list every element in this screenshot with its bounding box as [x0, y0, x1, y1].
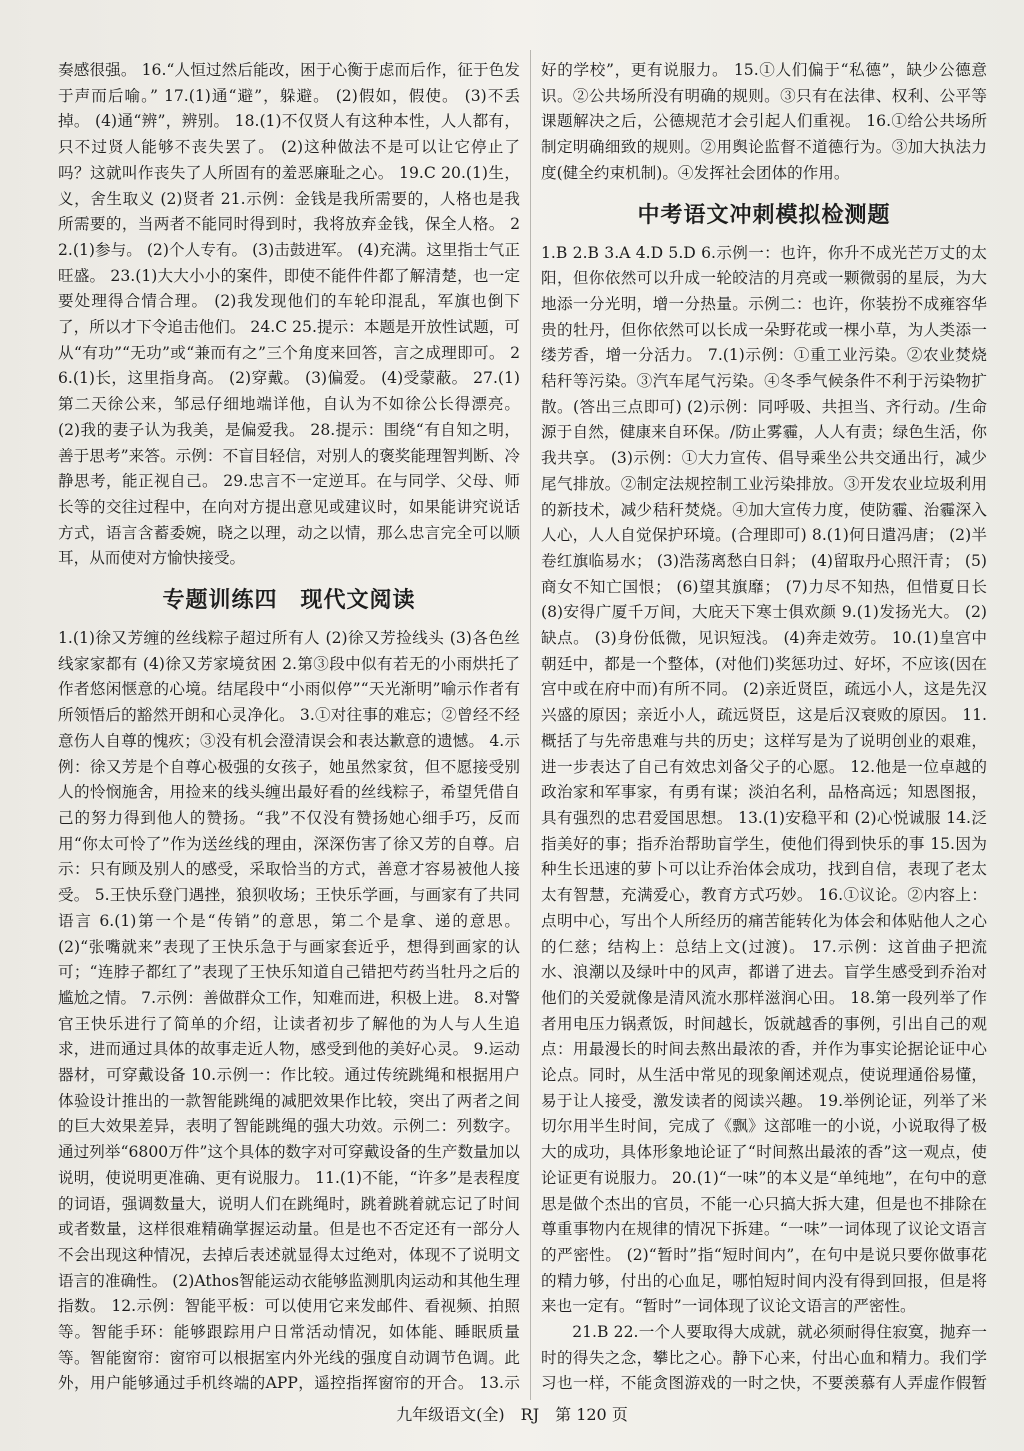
right-answers-part-1: 好的学校”，更有说服力。 15.①人们偏于“私德”，缺少公德意识。②公共场所没有明确的规则。③只有在法律、权利、公平等课题解决之后，公德规范才会引起人们重视。 16.①给公共场所制定明确细致的规则。②用舆论监督不道德行为。③加大执法力度(健全约束机制)。④发挥社会团体的作用。	[541, 61, 987, 182]
left-answers-part-2: 1.(1)徐又芳缠的丝线粽子超过所有人 (2)徐又芳捡线头 (3)各色丝线家家都有 (4)徐又芳家境贫困 2.第③段中似有若无的小雨烘托了作者悠闲惬意的心境。结尾段中“小雨似停”“天光渐明”喻示作者有所领悟后的豁然开朗和心灵净化。 3.①对往事的难忘；②曾经不经意伤人自尊的愧疚；③没有机会澄清误会和表达歉意的遗憾。 4.示例：徐又芳是个自尊心极强的女孩子，她虽然家贫，但不愿接受别人的怜悯施舍，用捡来的线头缠出最好看的丝线粽子，希望凭借自己的努力得到他人的赞扬。“我”不仅没有赞扬她心细手巧，反而用“你太可怜了”作为送丝线的理由，深深伤害了徐又芳的自尊。启示：只有顾及别人的感受，采取恰当的方式，善意才容易被他人接受。 5.王快乐登门遇挫，狼狈收场；王快乐学画，与画家有了共同语言 6.(1)第一个是“传销”的意思，第二个是拿、递的意思。 (2)“张嘴就来”表现了王快乐急于与画家套近乎，想得到画家的认可；“连脖子都红了”表现了王快乐知道自己错把芍药当牡丹之后的尴尬之情。 7.示例：善做群众工作，知难而进，积极上进。 8.对警官王快乐进行了简单的介绍，让读者初步了解他的为人与人生追求，进而通过具体的故事走近人物，感受到他的美好心灵。 9.运动器材，可穿戴设备 10.示例一：作比较。通过传统跳绳和根据用户体验设计推出的一款智能跳绳的减肥效果作比较，突出了两者之间的巨大效果差异，表明了智能跳绳的强大功效。示例二：列数字。通过列举“6800万件”这个具体的数字对可穿戴设备的生产数量加以说明，使说明更准确、更有说服力。 11.(1)不能，“许多”是表程度的词语，强调数量大，说明人们在跳绳时，跳着跳着就忘记了时间或者数量，这样很难精确掌握运动量。但是也不否定还有一部分人不会出现这种情况，去掉后表述就显得太过绝对，体现不了说明文语言的准确性。 (2)Athos智能运动衣能够监测肌肉运动和其他生理指数。 12.示例：智能平板：可以使用它来发邮件、看视频、拍照等。智能手环：能够跟踪用户日常活动情况，如体能、睡眠质量等。智能窗帘：窗帘可以根据室内外光线的强度自动调节色调。此外，用户能够通过手机终端的APP，遥控指挥窗帘的开合。 13.示	[58, 629, 520, 1393]
page-footer: 九年级语文(全) RJ 第 120 页	[396, 1405, 628, 1424]
left-answers-part-1: 奏感很强。 16.“人恒过然后能改，困于心衡于虑而后作，征于色发于声而后喻。” 17.(1)通“避”，躲避。 (2)假如，假使。 (3)不丢掉。 (4)通“辨”，辨别。 18.(1)不仅贤人有这种本性，人人都有，只不过贤人能够不丧失罢了。 (2)这种做法不是可以让它停止了吗？这就叫作丧失了人所固有的羞恶廉耻之心。 19.C 20.(1)生，义，舍生取义 (2)贤者 21.示例：金钱是我所需要的，人格也是我所需要的，当两者不能同时得到时，我将放弃金钱，保全人格。 22.(1)参与。 (2)个人专有。 (3)击鼓进军。 (4)充满。这里指士气正旺盛。 23.(1)大大小小的案件，即使不能件件都了解清楚，也一定要处理得合情合理。 (2)我发现他们的车轮印混乱，军旗也倒下了，所以才下令追击他们。 24.C 25.提示：本题是开放性试题，可从“有功”“无功”或“兼而有之”三个角度来回答，言之成理即可。 26.(1)长，这里指身高。 (2)穿戴。 (3)偏爱。 (4)受蒙蔽。 27.(1)第二天徐公来，邹忌仔细地端详他，自认为不如徐公长得漂亮。 (2)我的妻子认为我美，是偏爱我。 28.提示：围绕“有自知之明，善于思考”来答。示例：不盲目轻信，对别人的褒奖能理智判断、冷静思考，能正视自己。 29.忠言不一定逆耳。在与同学、父母、师长等的交往过程中，在向对方提出意见或建议时，如果能讲究说话方式，语言含蓄委婉，晓之以理，动之以情，那么忠言完全可以顺耳，从而使对方愉快接受。	[58, 61, 520, 568]
section-heading-modern-reading: 专题训练四 现代文阅读	[162, 588, 416, 614]
section-heading-mock-test: 中考语文冲刺模拟检测题	[637, 202, 891, 228]
left-column	[58, 58, 520, 1398]
right-answers-part-3: 21.B 22.一个人要取得大成就，就必须耐得住寂寞，抛弃一时的得失之念，攀比之心。静下心来，付出心血和精力。我们学习也一样，不能贪图游戏的一时之快，不要羡慕有人弄虚作假暂	[541, 1323, 987, 1393]
right-answers-part-2: 1.B 2.B 3.A 4.D 5.D 6.示例一：也许，你升不成光芒万丈的太阳，但你依然可以升成一轮皎洁的月亮或一颗微弱的星辰，为大地添一分光明，增一分热量。示例二：也许，你装扮不成雍容华贵的牡丹，但你依然可以长成一朵野花或一棵小草，为人类添一缕芳香，增一分活力。 7.(1)示例：①重工业污染。②农业焚烧秸秆等污染。③汽车尾气污染。④冬季气候条件不利于污染物扩散。(答出三点即可) (2)示例：同呼吸、共担当、齐行动。/生命源于自然，健康来自环保。/防止雾霾，人人有责；绿色生活，你我共享。 (3)示例：①大力宣传、倡导乘坐公共交通出行，减少尾气排放。②制定法规控制工业污染排放。③开发农业垃圾利用的新技术，减少秸秆焚烧。④加大宣传力度，使防霾、治霾深入人心，人人自觉保护环境。(合理即可) 8.(1)何日遣冯唐； (2)半卷红旗临易水； (3)浩荡离愁白日斜； (4)留取丹心照汗青； (5)商女不知亡国恨； (6)望其旗靡； (7)力尽不知热，但惜夏日长 (8)安得广厦千万间，大庇天下寒士俱欢颜 9.(1)发扬光大。 (2)缺点。 (3)身份低微，见识短浅。 (4)奔走效劳。 10.(1)皇宫中朝廷中，都是一个整体，(对他们)奖惩功过、好坏，不应该(因在宫中或在府中而)有所不同。 (2)亲近贤臣，疏远小人，这是先汉兴盛的原因；亲近小人，疏远贤臣，这是后汉衰败的原因。 11.概括了与先帝患难与共的历史；这样写是为了说明创业的艰难，进一步表达了自己有效忠刘备父子的心愿。 12.他是一位卓越的政治家和军事家，有勇有谋；淡泊名利，品格高远；知恩图报，具有强烈的忠君爱国思想。 13.(1)安稳平和 (2)心悦诚服 14.泛指美好的事；指乔治帮助盲学生，使他们得到快乐的事 15.因为种生长迅速的萝卜可以让乔治体会成功，找到自信，表现了老太太有智慧，充满爱心，教育方式巧妙。 16.①议论。②内容上：点明中心，写出个人所经历的痛苦能转化为体会和体贴他人之心的仁慈；结构上：总结上文(过渡)。 17.示例：这首曲子把流水、浪潮以及绿叶中的风声，都谱了进去。盲学生感受到乔治对他们的关爱就像是清风流水那样滋润心田。 18.第一段列举了作者用电压力锅煮饭，时间越长，饭就越香的事例，引出自己的观点：用最漫长的时间去熬出最浓的香，并作为事实论据论证中心论点。同时，从生活中常见的现象阐述观点，使说理通俗易懂，易于让人接受，激发读者的阅读兴趣。 19.举例论证，列举了米切尔用半生时间，完成了《飘》这部唯一的小说，小说取得了极大的成功，具体形象地论证了“时间熬出最浓的香”这一观点，使论证更有说服力。 20.(1)“一味”的本义是“单纯地”，在句中的意思是做个杰出的官员，不能一心只搞大拆大建，但是也不排除在尊重事物内在规律的情况下拆建。“一味”一词体现了议论文语言的严密性。 (2)“暂时”指“短时间内”，在句中是说只要你做事花的精力够，付出的心血足，哪怕短时间内没有得到回报，但是将来也一定有。“暂时”一词体现了议论文语言的严密性。	[541, 243, 987, 1316]
right-column	[541, 58, 987, 1398]
column-divider	[530, 50, 531, 1400]
